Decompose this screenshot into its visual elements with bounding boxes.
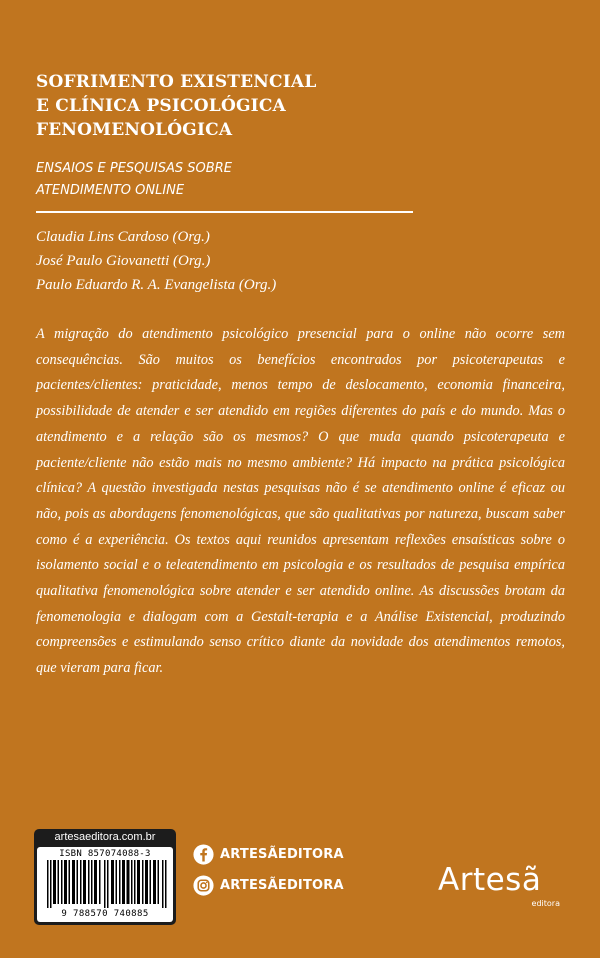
- website-url: artesaeditora.com.br: [54, 831, 156, 843]
- barcode-panel: [37, 847, 173, 922]
- barcode-block: [34, 829, 176, 925]
- logo-wordmark: Artesã: [438, 862, 542, 898]
- instagram-link[interactable]: [193, 874, 344, 896]
- facebook-link[interactable]: [193, 843, 344, 865]
- divider: [36, 211, 413, 213]
- book-title: [36, 70, 466, 142]
- barcode-icon: [47, 860, 167, 908]
- facebook-icon: [193, 844, 214, 865]
- instagram-icon: [193, 875, 214, 896]
- book-description: A migração do atendimento psicológico presencial para o online não ocorre sem consequências. São muitos os benefícios encontrados por psicoterapeutas e pacientes/clientes: praticidade, menos tempo de deslocamento, economia financeira, possibilidade de atender e ser atendido em regiões diferentes do país e do mundo. Mas o atendimento e a relação são os mesmos? O que muda quando psicoterapeuta e paciente/cliente não estão mais no mesmo ambiente? Há impacto na prática psicológica clínica? A questão investigada nestas pesquisas não é se atendimento online é eficaz ou não, pois as abordagens fenomenológicas, que são qualitativas por natureza, buscam saber como é a experiência. Os textos aqui reunidos apresentam reflexões ensaísticas sobre o isolamento social e o teleatendimento em psicologia e os resultados de pesquisa empírica qualitativa fenomenológica sobre atender e ser atendido online. As discussões brotam da fenomenologia e dialogam com a Gestalt-terapia e a Análise Existencial, produzindo compreensões e estimulando senso crítico diante da novidade dos atendimentos remotos, que vieram para ficar.: [36, 326, 565, 677]
- title-line: E CLÍNICA PSICOLÓGICA: [36, 96, 286, 116]
- instagram-handle: ARTESÃEDITORA: [220, 877, 344, 893]
- isbn-label: ISBN 857074088-3: [59, 849, 151, 859]
- subtitle-line: ENSAIOS E PESQUISAS SOBRE: [36, 161, 232, 176]
- subtitle-line: ATENDIMENTO ONLINE: [36, 183, 185, 198]
- barcode-number: 9 788570 740885: [61, 909, 149, 919]
- title-line: FENOMENOLÓGICA: [36, 120, 233, 140]
- facebook-handle: ARTESÃEDITORA: [220, 846, 344, 862]
- logo-subtext: editora: [531, 899, 560, 908]
- title-line: SOFRIMENTO EXISTENCIAL: [36, 72, 317, 92]
- authors-list: [36, 225, 436, 297]
- author-name: José Paulo Giovanetti (Org.): [36, 253, 211, 269]
- author-name: Claudia Lins Cardoso (Org.): [36, 229, 210, 245]
- author-name: Paulo Eduardo R. A. Evangelista (Org.): [36, 277, 277, 293]
- book-subtitle: [36, 158, 436, 202]
- publisher-logo: [438, 862, 568, 912]
